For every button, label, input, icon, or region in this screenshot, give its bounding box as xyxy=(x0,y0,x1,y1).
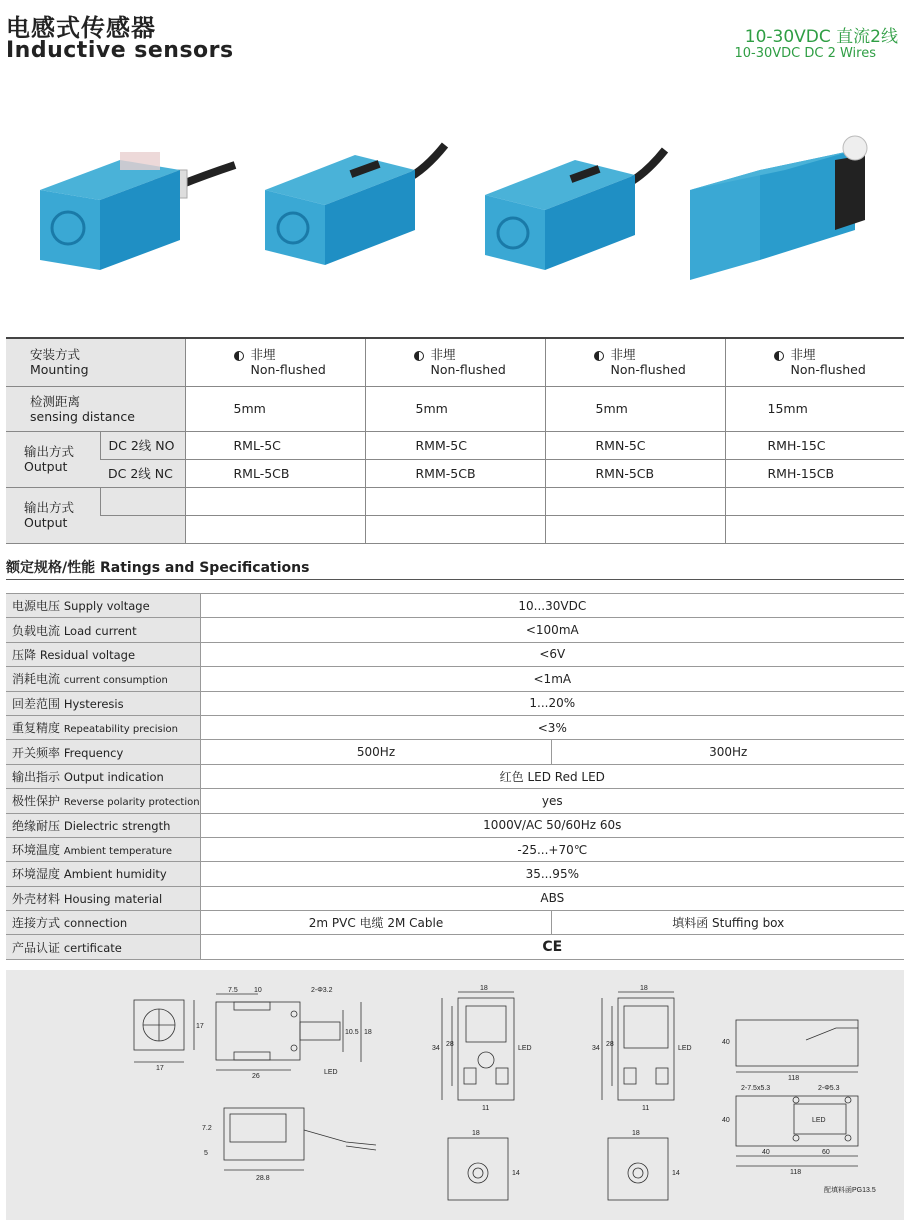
row-no xyxy=(6,431,904,459)
spec-row: 产品认证 certificate CE xyxy=(6,935,904,959)
dim-label: 118 xyxy=(790,1169,802,1176)
dim-label: 17 xyxy=(196,1023,204,1030)
row-empty-2 xyxy=(6,515,904,543)
dim-label: LED xyxy=(324,1069,338,1076)
mounting-label: 安装方式 Mounting xyxy=(6,338,185,386)
spec-title: 额定规格/性能 Ratings and Specifications xyxy=(6,560,310,576)
dim-label: LED xyxy=(812,1117,826,1124)
dim-label: 18 xyxy=(632,1130,640,1137)
dim-label: 11 xyxy=(482,1105,490,1112)
row-distance xyxy=(6,386,904,431)
product-photo-rml xyxy=(30,130,240,280)
dim-label: 40 xyxy=(762,1149,770,1156)
dim-label: 34 xyxy=(432,1045,440,1052)
mounting-cell: 非埋 Non-flushed xyxy=(365,338,545,386)
dim-label: 28 xyxy=(446,1041,454,1048)
spec-row: 压降 Residual voltage <6V xyxy=(6,642,904,666)
mounting-cell: 非埋 Non-flushed xyxy=(725,338,904,386)
distance-cell: 5mm xyxy=(545,386,725,431)
spec-row: 绝缘耐压 Dielectric strength 1000V/AC 50/60Hz 60s xyxy=(6,813,904,837)
output2-label: 输出方式 Output xyxy=(6,487,100,543)
product-photo-rmm xyxy=(255,140,455,280)
drawing-rmh xyxy=(736,1020,858,1166)
spec-row: 重复精度 Repeatability precision <3% xyxy=(6,715,904,739)
dim-label: 18 xyxy=(640,985,648,992)
title-en: Inductive sensors xyxy=(6,38,234,63)
dim-label: LED xyxy=(518,1045,532,1052)
dim-label: LED xyxy=(678,1045,692,1052)
drawing-rmn xyxy=(602,992,674,1200)
model-no: RML-5C xyxy=(185,431,365,459)
dim-label: 34 xyxy=(592,1045,600,1052)
drawing-rmm xyxy=(442,992,514,1200)
product-photo-rmn xyxy=(475,145,675,285)
mounting-cell: 非埋 Non-flushed xyxy=(545,338,725,386)
dimension-drawings xyxy=(6,970,904,1220)
dim-label: 5 xyxy=(204,1150,208,1157)
dim-label: 配填料函PG13.5 xyxy=(824,1187,876,1194)
dim-label: 14 xyxy=(512,1170,520,1177)
distance-cell: 5mm xyxy=(185,386,365,431)
voltage-en: 10-30VDC DC 2 Wires xyxy=(734,46,876,61)
row-mounting xyxy=(6,338,904,386)
spec-row: 环境湿度 Ambient humidity 35...95% xyxy=(6,862,904,886)
product-photos xyxy=(0,100,910,320)
nc-label: DC 2线 NC xyxy=(100,459,185,487)
spec-row: 回差范围 Hysteresis 1...20% xyxy=(6,691,904,715)
spec-row: 开关频率 Frequency 500Hz 300Hz xyxy=(6,740,904,764)
dim-label: 10 xyxy=(254,987,262,994)
dim-label: 2-Φ3.2 xyxy=(311,987,333,994)
dim-label: 40 xyxy=(722,1039,730,1046)
drawings-svg xyxy=(6,970,904,1220)
model-nc: RMN-5CB xyxy=(545,459,725,487)
row-nc xyxy=(6,459,904,487)
title-cn: 电感式传感器 xyxy=(6,14,156,42)
distance-cell: 5mm xyxy=(365,386,545,431)
output-label: 输出方式 Output xyxy=(6,431,100,487)
spec-row: 环境温度 Ambient temperature -25...+70℃ xyxy=(6,837,904,861)
dim-label: 18 xyxy=(364,1029,372,1036)
model-no: RMN-5C xyxy=(545,431,725,459)
dim-label: 28 xyxy=(606,1041,614,1048)
dim-label: 118 xyxy=(788,1075,800,1082)
drawing-rml xyxy=(134,994,361,1070)
distance-label: 检测距离 sensing distance xyxy=(6,386,185,431)
spec-row: 消耗电流 current consumption <1mA xyxy=(6,667,904,691)
half-circle-icon xyxy=(594,351,604,361)
dim-label: 10.5 xyxy=(345,1029,359,1036)
model-nc: RML-5CB xyxy=(185,459,365,487)
voltage-cn: 10-30VDC 直流2线 xyxy=(744,27,898,47)
dim-label: 17 xyxy=(156,1065,164,1072)
dim-label: 14 xyxy=(672,1170,680,1177)
model-nc: RMM-5CB xyxy=(365,459,545,487)
half-circle-icon xyxy=(414,351,424,361)
spec-row: 极性保护 Reverse polarity protection yes xyxy=(6,789,904,813)
dim-label: 11 xyxy=(642,1105,650,1112)
dim-label: 18 xyxy=(472,1130,480,1137)
spec-table xyxy=(6,593,904,960)
mounting-cell: 非埋 Non-flushed xyxy=(185,338,365,386)
dim-label: 26 xyxy=(252,1073,260,1080)
row-empty-1 xyxy=(6,487,904,515)
dim-label: 60 xyxy=(822,1149,830,1156)
model-nc: RMH-15CB xyxy=(725,459,904,487)
spec-row: 负载电流 Load current <100mA xyxy=(6,618,904,642)
ce-mark: CE xyxy=(200,935,904,959)
dim-label: 18 xyxy=(480,985,488,992)
no-label: DC 2线 NO xyxy=(100,431,185,459)
spec-row: 连接方式 connection 2m PVC 电缆 2M Cable 填料函 Stuffing box xyxy=(6,911,904,935)
model-no: RMH-15C xyxy=(725,431,904,459)
spec-row: 电源电压 Supply voltage 10...30VDC xyxy=(6,594,904,618)
half-circle-icon xyxy=(234,351,244,361)
product-photo-rmh xyxy=(685,130,885,280)
dim-label: 2-Φ5.3 xyxy=(818,1085,840,1092)
dim-label: 7.5 xyxy=(228,987,238,994)
model-no: RMM-5C xyxy=(365,431,545,459)
dim-label: 7.2 xyxy=(202,1125,212,1132)
dim-label: 28.8 xyxy=(256,1175,270,1182)
distance-cell: 15mm xyxy=(725,386,904,431)
dim-label: 2-7.5x5.3 xyxy=(741,1085,771,1092)
model-table xyxy=(6,337,904,544)
half-circle-icon xyxy=(774,351,784,361)
spec-row: 外壳材料 Housing material ABS xyxy=(6,886,904,910)
dim-label: 40 xyxy=(722,1117,730,1124)
drawing-rml-side xyxy=(224,1108,376,1170)
spec-row: 输出指示 Output indication 红色 LED Red LED xyxy=(6,764,904,788)
spec-divider xyxy=(6,579,904,580)
